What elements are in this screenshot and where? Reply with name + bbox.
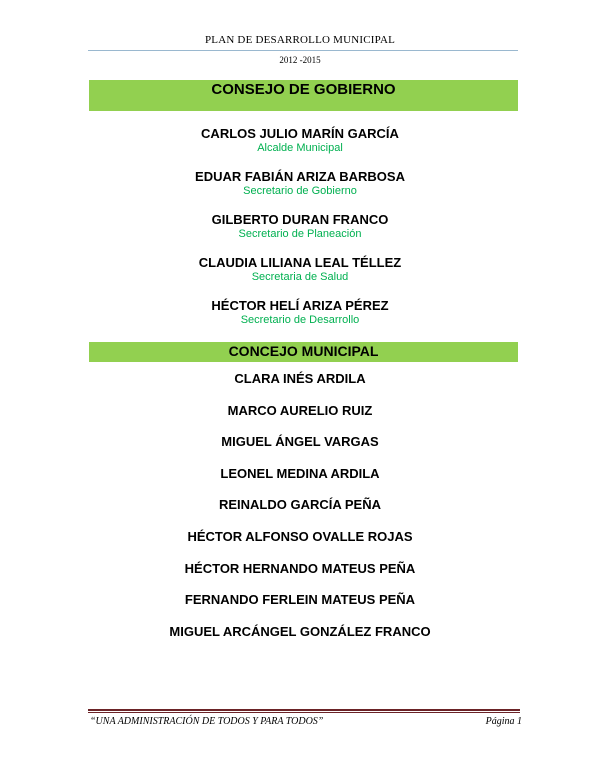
government-member bbox=[0, 126, 600, 169]
council-member: HÉCTOR HERNANDO MATEUS PEÑA bbox=[184, 560, 416, 576]
government-member bbox=[0, 212, 600, 255]
government-member bbox=[0, 255, 600, 298]
government-heading: CONSEJO DE GOBIERNO bbox=[89, 80, 518, 111]
member-name: CLAUDIA LILIANA LEAL TÉLLEZ bbox=[198, 255, 402, 270]
member-name: HÉCTOR HELÍ ARIZA PÉREZ bbox=[211, 298, 389, 313]
council-member: MARCO AURELIO RUIZ bbox=[227, 402, 373, 418]
council-member: MIGUEL ÁNGEL VARGAS bbox=[221, 434, 379, 450]
council-member: HÉCTOR ALFONSO OVALLE ROJAS bbox=[187, 528, 413, 544]
member-name: EDUAR FABIÁN ARIZA BARBOSA bbox=[195, 169, 405, 184]
government-member bbox=[0, 298, 600, 341]
member-role: Alcalde Municipal bbox=[257, 142, 343, 154]
member-role: Secretario de Desarrollo bbox=[240, 314, 360, 326]
council-member: MIGUEL ARCÁNGEL GONZÁLEZ FRANCO bbox=[169, 623, 431, 639]
header-title: PLAN DE DESARROLLO MUNICIPAL bbox=[204, 34, 396, 46]
council-member: REINALDO GARCÍA PEÑA bbox=[218, 497, 382, 513]
council-heading: CONCEJO MUNICIPAL bbox=[89, 342, 518, 362]
government-list bbox=[0, 126, 600, 341]
header-years: 2012 -2015 bbox=[279, 55, 321, 65]
government-member bbox=[0, 169, 600, 212]
footer-rule bbox=[88, 709, 520, 711]
member-role: Secretaria de Salud bbox=[251, 271, 349, 283]
council-list bbox=[0, 370, 600, 654]
member-role: Secretario de Planeación bbox=[238, 228, 362, 240]
council-member: CLARA INÉS ARDILA bbox=[234, 371, 366, 386]
council-member: LEONEL MEDINA ARDILA bbox=[220, 465, 380, 481]
page-number: Página 1 bbox=[485, 716, 522, 727]
member-name: CARLOS JULIO MARÍN GARCÍA bbox=[201, 126, 399, 141]
council-member: FERNANDO FERLEIN MATEUS PEÑA bbox=[184, 592, 416, 608]
footer-motto: “UNA ADMINISTRACIÓN DE TODOS Y PARA TODOS” bbox=[90, 716, 324, 727]
member-name: GILBERTO DURAN FRANCO bbox=[211, 212, 389, 227]
header-rule bbox=[88, 50, 518, 51]
footer-rule-thin bbox=[88, 712, 520, 713]
member-role: Secretario de Gobierno bbox=[243, 185, 357, 197]
